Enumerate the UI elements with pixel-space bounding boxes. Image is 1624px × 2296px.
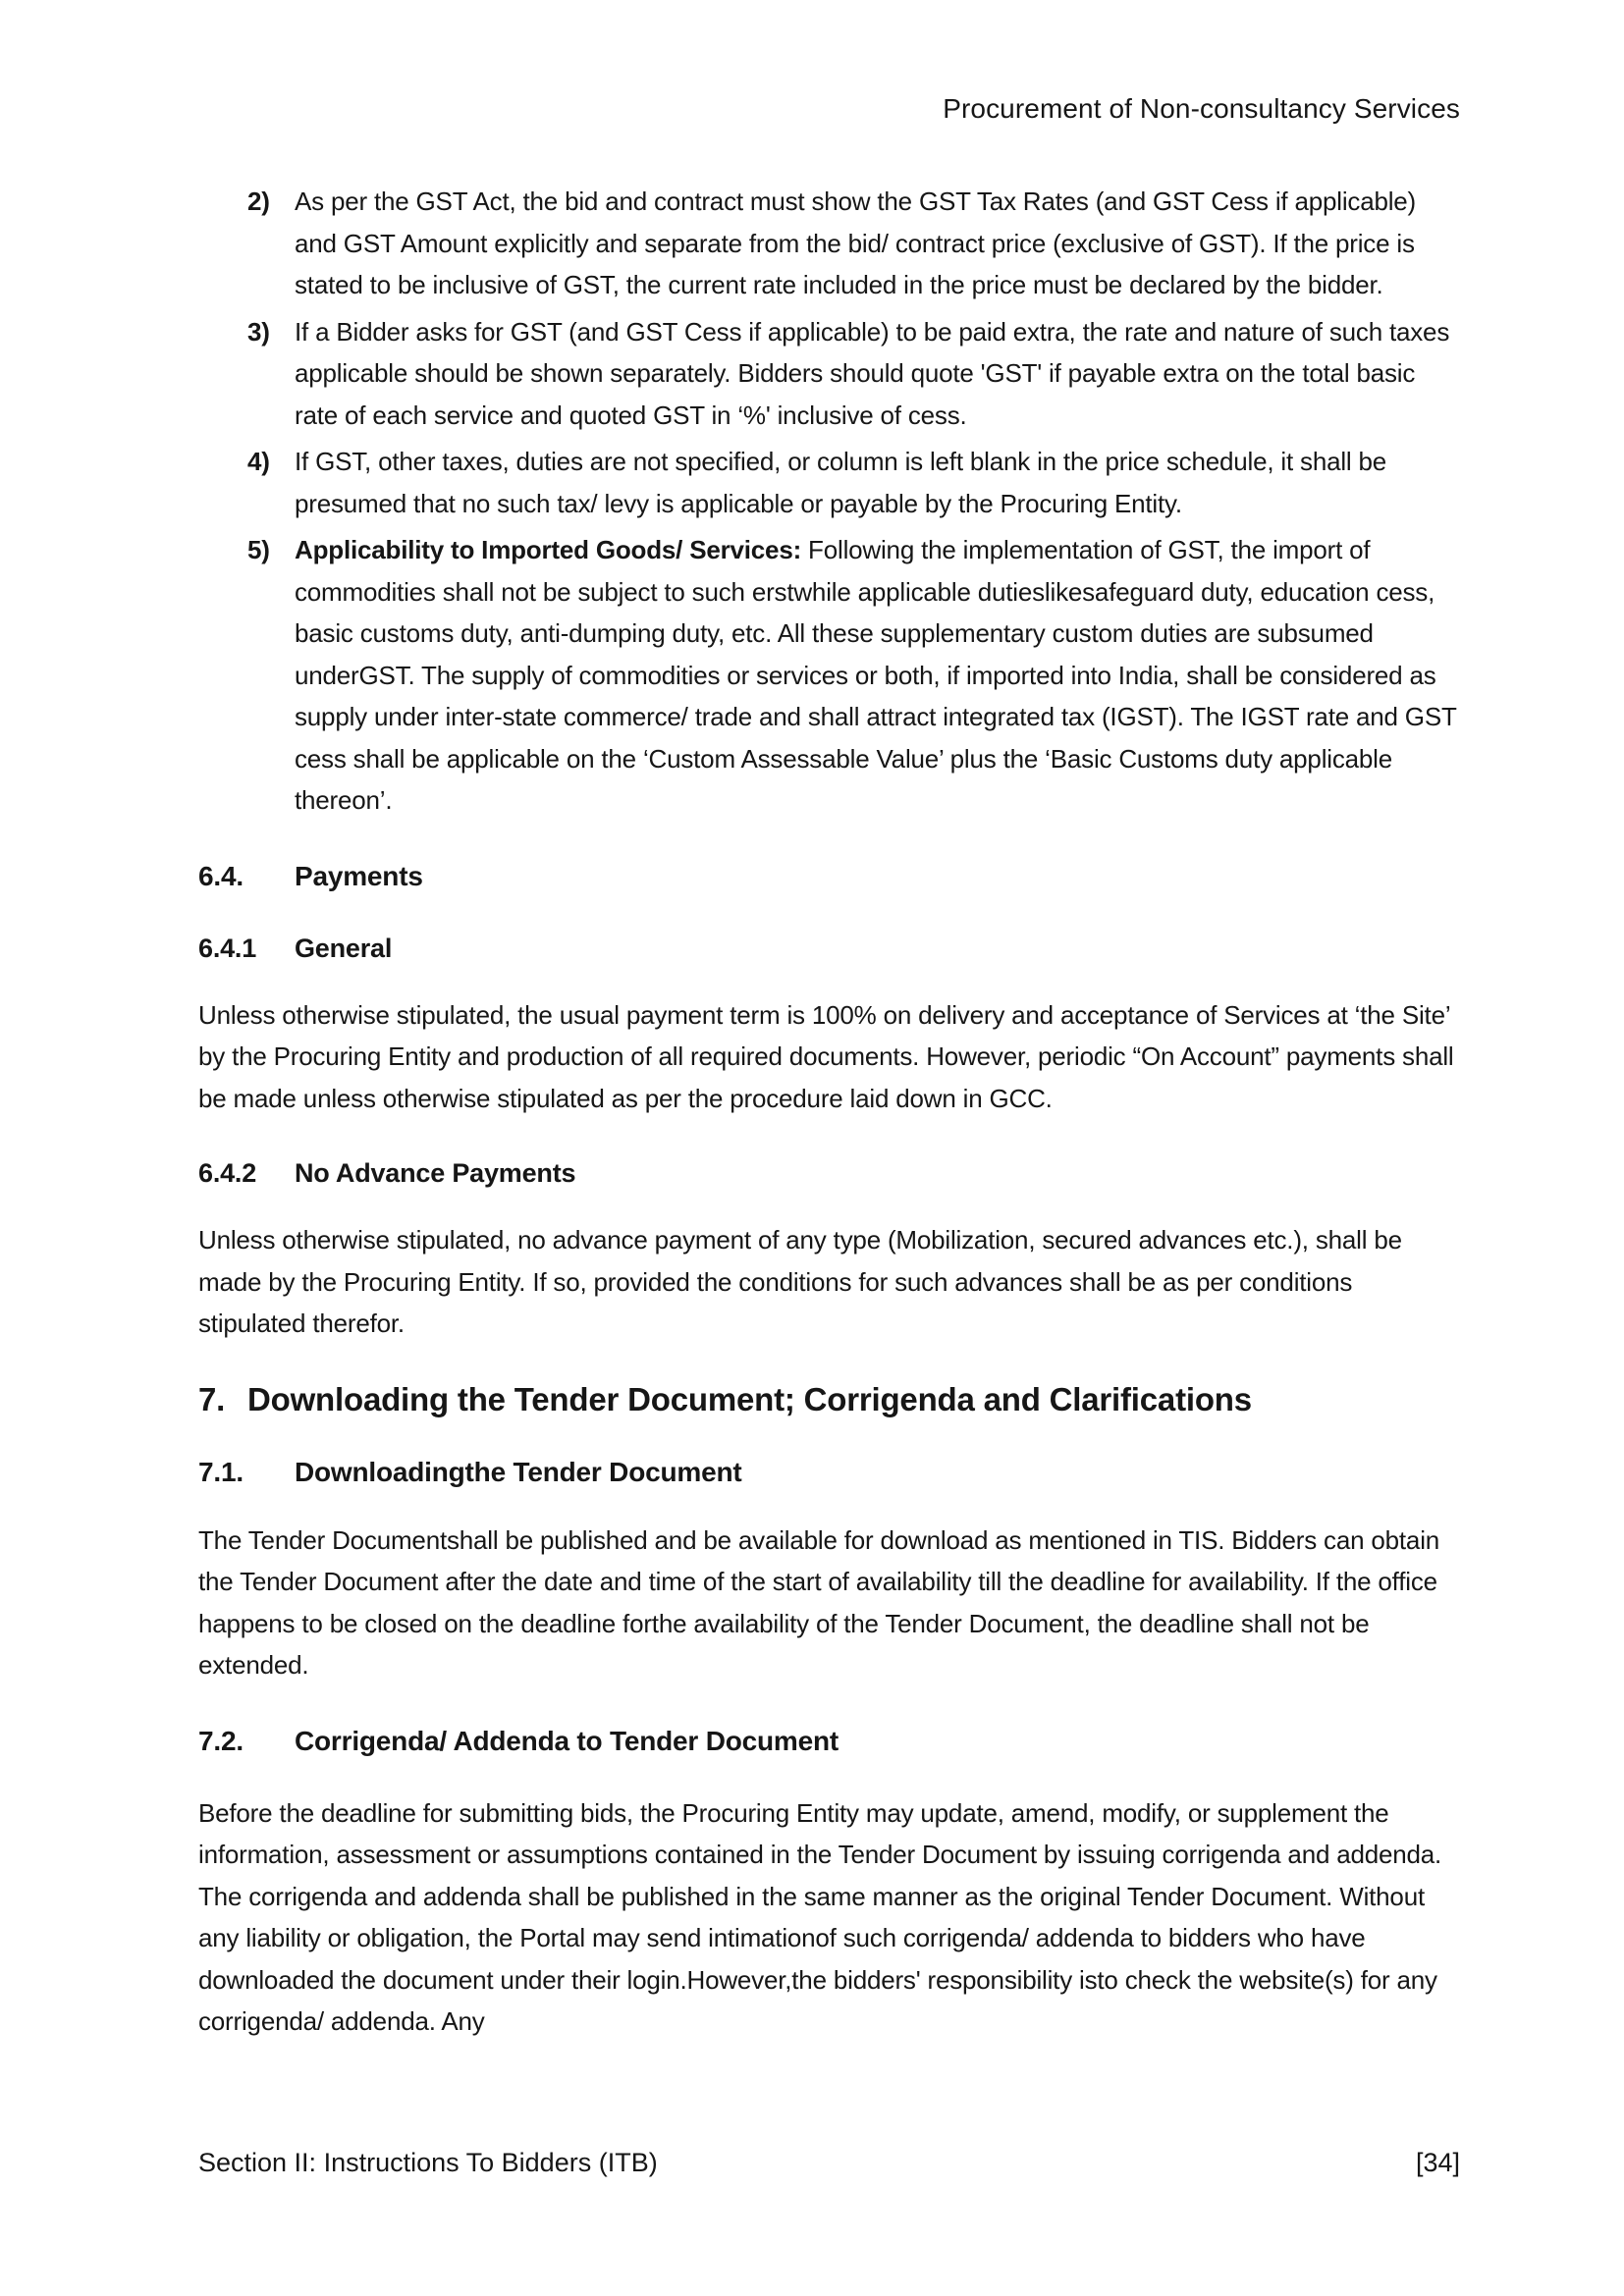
section-number: 7.1. [198, 1456, 244, 1487]
section-title: No Advance Payments [295, 1158, 576, 1188]
list-item-number: 3) [247, 316, 270, 347]
numbered-list [198, 181, 1460, 822]
list-item-4 [198, 441, 1460, 524]
section-heading-7-1 [198, 1455, 1460, 1490]
page-content [198, 0, 1460, 2043]
list-item-number: 5) [247, 535, 270, 564]
section-title: General [295, 933, 393, 963]
section-heading-6-4 [198, 859, 1460, 894]
list-item-text: Following the implementation of GST, the import of commodities shall not be subject to such erstwhile applicable dutieslikesafeguard duty, education cess, basic customs duty, anti-dumping duty, etc. All these supplementary custom duties are subsumed underGST. The supply of commodities or services or both, if imported into India, shall be considered as supply under inter-state commerce/ trade and shall attract integrated tax (IGST). The IGST rate and GST cess shall be applicable on the ‘Custom Assessable Value’ plus the ‘Basic Customs duty applicable thereon’. [295, 535, 1457, 815]
list-item-2 [198, 181, 1460, 306]
paragraph-7-2: Before the deadline for submitting bids, the Procuring Entity may update, amend, modify, or supplement the information, assessment or assumptions contained in the Tender Document by issuing corrigenda and addenda. The corrigenda and addenda shall be published in the same manner as the original Tender Document. Without any liability or obligation, the Portal may send intimationof such corrigenda/ addenda to bidders who have downloaded the document under their login.However,the bidders' responsibility isto check the website(s) for any corrigenda/ addenda. Any [198, 1797, 1442, 2036]
section-title: Downloadingthe Tender Document [295, 1456, 742, 1487]
section-heading-7-2 [198, 1724, 1460, 1759]
section-title: Downloading the Tender Document; Corrigenda and Clarifications [247, 1380, 1252, 1417]
paragraph-7-1: The Tender Documentshall be published and be available for download as mentioned in TIS. Bidders can obtain the Tender Document after the date and time of the start of availability till the deadline for availability. If the office happens to be closed on the deadline forthe availability of the Tender Document, the deadline shall not be extended. [198, 1524, 1440, 1680]
list-item-bold-lead: Applicability to Imported Goods/ Services: [295, 535, 802, 564]
list-item-number: 2) [247, 187, 270, 216]
section-title: Corrigenda/ Addenda to Tender Document [295, 1725, 839, 1756]
section-title: Payments [295, 860, 423, 891]
section-number: 6.4. [198, 860, 244, 891]
paragraph-6-4-2: Unless otherwise stipulated, no advance payment of any type (Mobilization, secured advances etc.), shall be made by the Procuring Entity. If so, provided the conditions for such advances shall be as per conditions stipulated therefor. [198, 1225, 1402, 1338]
section-number: 6.4.2 [198, 1158, 257, 1188]
list-item-text: As per the GST Act, the bid and contract must show the GST Tax Rates (and GST Cess if applicable) and GST Amount explicitly and separate from the bid/ contract price (exclusive of GST). If the price is stated to be inclusive of GST, the current rate included in the price must be declared by the bidder. [295, 187, 1417, 299]
list-item-3 [198, 311, 1460, 437]
paragraph-6-4-1: Unless otherwise stipulated, the usual payment term is 100% on delivery and acceptance of Services at ‘the Site’ by the Procuring Entity and production of all required documents. However, periodic “On Account” payments shall be made unless otherwise stipulated as per the procedure laid down in GCC. [198, 999, 1454, 1113]
list-item-text: If a Bidder asks for GST (and GST Cess if applicable) to be paid extra, the rate and nature of such taxes applicable should be shown separately. Bidders should quote 'GST' if payable extra on the total basic rate of each service and quoted GST in ‘%' inclusive of cess. [295, 316, 1450, 430]
section-number: 7.2. [198, 1725, 244, 1756]
list-item-text: If GST, other taxes, duties are not specified, or column is left blank in the price schedule, it shall be presumed that no such tax/ levy is applicable or payable by the Procuring Entity. [295, 447, 1387, 518]
footer-page-number: [34] [1415, 2148, 1460, 2177]
section-number: 7. [198, 1380, 226, 1417]
section-heading-6-4-1 [198, 932, 1460, 965]
section-heading-7 [198, 1378, 1460, 1421]
section-number: 6.4.1 [198, 933, 257, 963]
list-item-5 [198, 529, 1460, 822]
footer-section-label: Section II: Instructions To Bidders (ITB) [198, 2148, 658, 2177]
page-footer [198, 2146, 1460, 2179]
page-header: Procurement of Non-consultancy Services [943, 93, 1460, 124]
list-item-number: 4) [247, 447, 270, 476]
section-heading-6-4-2 [198, 1156, 1460, 1190]
